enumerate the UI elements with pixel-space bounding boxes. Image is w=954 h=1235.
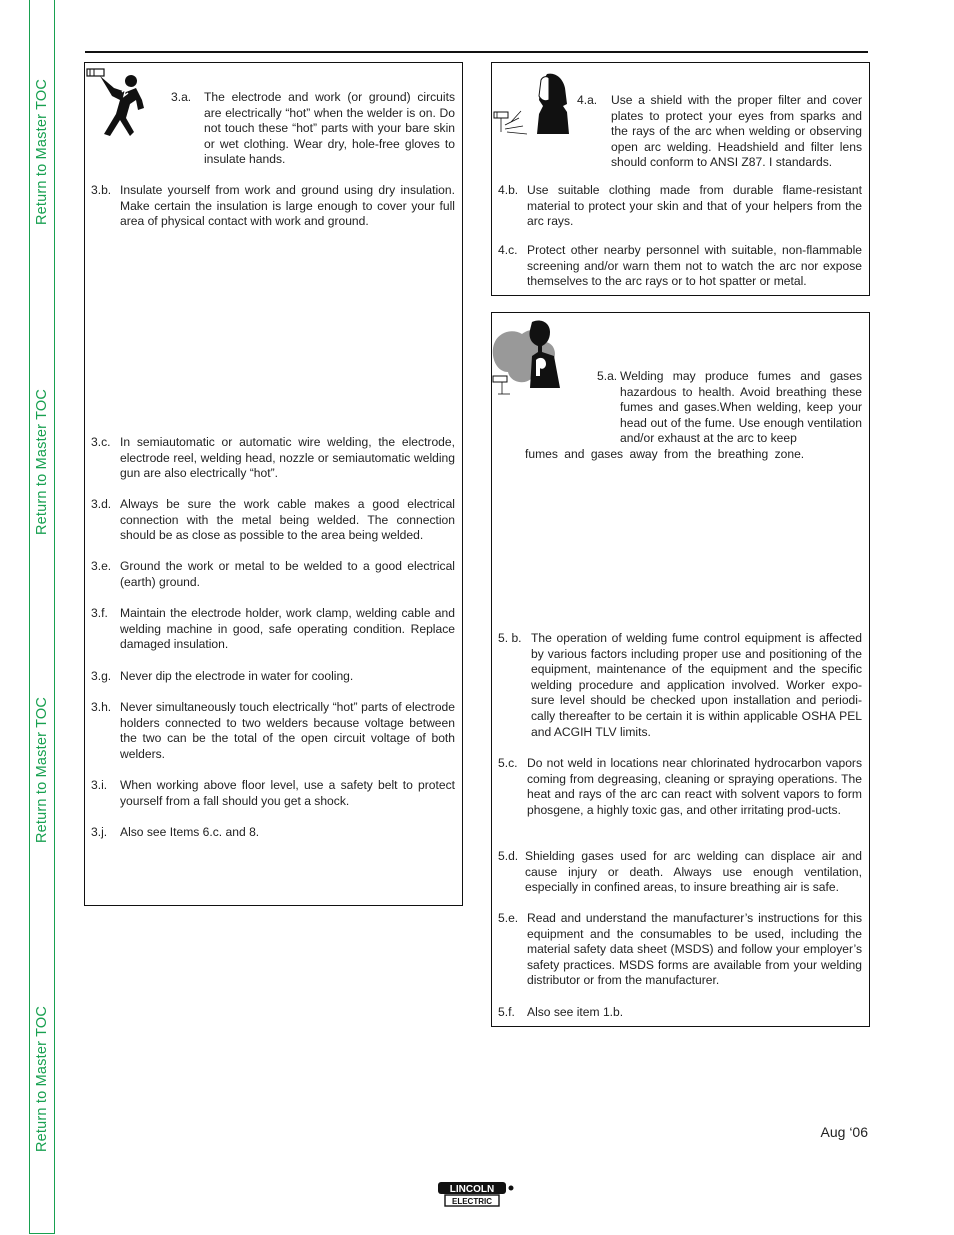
- item-number: 3.h.: [91, 700, 112, 714]
- item-text: Protect other nearby personnel with suitable, non-flammable screening and/or warn them not to watch the arc nor expose themselves to the arc rays or to hot spatter or metal.: [527, 243, 862, 289]
- item-number: 4.a.: [577, 93, 598, 107]
- item-5a: [597, 369, 862, 447]
- item-number: 5.e.: [498, 911, 519, 925]
- item-text: Do not weld in locations near chlorinated hydrocarbon vapors coming from degreasing, cleaning or spraying operations. The heat and rays of the arc can react with solvent vapors to form phosgene, a highly toxic gas, and other irritating prod-ucts.: [527, 756, 862, 817]
- welding-helmet-icon: [493, 70, 575, 138]
- item-4b: [498, 183, 862, 230]
- item-number: 3.c.: [91, 435, 111, 449]
- revision-date: Aug ‘06: [820, 1124, 868, 1140]
- item-text: Read and understand the manufacturer’s instructions for this equipment and the consumables to be used, including the material safety data sheet (MSDS) and follow your employer’s safety practices. MSDS forms are available from your welding distributor or from the manufacturer.: [527, 911, 862, 988]
- item-5d: [498, 849, 862, 896]
- electric-shock-icon: [86, 66, 170, 140]
- return-to-master-toc-link[interactable]: [29, 362, 55, 562]
- toc-link-label: Return to Master TOC: [34, 696, 51, 844]
- item-text: Use suitable clothing made from durable flame-resistant material to protect your skin and that of your helpers from the arc rays.: [527, 183, 862, 229]
- item-5c: [498, 756, 862, 818]
- logo-bottom-text: ELECTRIC: [452, 1197, 492, 1206]
- toc-link-label: Return to Master TOC: [34, 78, 51, 226]
- item-text: Also see Items 6.c. and 8.: [120, 825, 260, 839]
- item-number: 3.g.: [91, 669, 112, 683]
- lincoln-electric-logo: [437, 1180, 517, 1210]
- header-rule: [85, 51, 868, 53]
- item-text: Insulate yourself from work and ground using dry insulation. Make certain the insulation is large enough to cover your full area of physical contact with work and ground.: [120, 183, 455, 229]
- item-number: 3.e.: [91, 559, 112, 573]
- item-number: 4.c.: [498, 243, 518, 257]
- item-number: 3.f.: [91, 606, 108, 620]
- item-number: 5. b.: [498, 631, 522, 645]
- item-3a: [171, 90, 455, 168]
- item-3b: [91, 183, 455, 230]
- item-text: When working above floor level, use a safety belt to protect yourself from a fall should you get a shock.: [120, 778, 455, 808]
- item-5a-continued: [525, 447, 862, 463]
- toc-link-label: Return to Master TOC: [34, 388, 51, 536]
- item-text: Maintain the electrode holder, work clamp, welding cable and welding machine in good, safe operating condition. Replace damaged insulation.: [120, 606, 455, 652]
- item-number: 3.j.: [91, 825, 108, 839]
- item-text: Also see item 1.b.: [527, 1005, 624, 1019]
- item-number: 5.a.: [597, 369, 618, 383]
- item-number: 5.f.: [498, 1005, 515, 1019]
- item-3i: [91, 778, 455, 809]
- item-text: Shielding gases used for arc welding can displace air and cause injury or death. Always use enough ventilation, especially in confined areas, to insure breathing air is safe.: [525, 849, 862, 895]
- item-text: The operation of welding fume control equipment is affected by various factors including proper use and positioning of the equipment, maintenance of the equipment and the specific welding procedure and application involved. Worker expo-sure level should be checked upon installation and periodi-cally thereafter to be certain it is within applicable OSHA PEL and ACGIH TLV limits.: [531, 631, 862, 739]
- item-5e: [498, 911, 862, 989]
- item-text: Never dip the electrode in water for cooling.: [120, 669, 354, 683]
- item-number: 5.d.: [498, 849, 519, 863]
- item-text: Use a shield with the proper filter and cover plates to protect your eyes from sparks and the rays of the arc when welding or observing open arc welding. Headshield and filter lens should conform to ANSI Z87. I standards.: [611, 93, 862, 170]
- item-number: 3.i.: [91, 778, 108, 792]
- item-text: Always be sure the work cable makes a good electrical connection with the metal being welded. The connection should be as close as possible to the area being welded.: [120, 497, 455, 543]
- item-number: 3.d.: [91, 497, 112, 511]
- item-text: Welding may produce fumes and gases hazardous to health. Avoid breathing these fumes and gases.When welding, keep your head out of the fume. Use enough ventilation and/or exhaust at the arc to keep: [620, 369, 862, 446]
- item-text: Ground the work or metal to be welded to a good electrical (earth) ground.: [120, 559, 455, 589]
- item-4a: [577, 93, 862, 171]
- item-5b: [498, 631, 862, 740]
- item-3d: [91, 497, 455, 544]
- item-3f: [91, 606, 455, 653]
- item-3h: [91, 700, 455, 762]
- item-number: 4.b.: [498, 183, 519, 197]
- item-3e: [91, 559, 455, 590]
- item-number: 3.b.: [91, 183, 112, 197]
- item-text: In semiautomatic or automatic wire welding, the electrode, electrode reel, welding head, nozzle or semiautomatic welding gun are also electrically “hot”.: [120, 435, 455, 481]
- item-text: fumes and gases away from the breathing zone.: [525, 447, 805, 461]
- item-3j: [91, 825, 455, 841]
- item-text: The electrode and work (or ground) circuits are electrically “hot” when the welder is on. Do not touch these “hot” parts with your bare skin or wet clothing. Wear dry, hole-free gloves to insulate hands.: [204, 90, 455, 167]
- logo-top-text: LINCOLN: [449, 1184, 495, 1195]
- item-3g: [91, 669, 455, 685]
- return-to-master-toc-link[interactable]: [29, 52, 55, 252]
- item-5f: [498, 1005, 862, 1021]
- item-number: 5.c.: [498, 756, 518, 770]
- toc-link-label: Return to Master TOC: [34, 1005, 51, 1153]
- item-text: Never simultaneously touch electrically “hot” parts of electrode holders connected to two welders because voltage between the two can be the total of the open circuit voltage of both welders.: [120, 700, 455, 761]
- item-4c: [498, 243, 862, 290]
- return-to-master-toc-link[interactable]: [29, 979, 55, 1179]
- fumes-icon: [492, 316, 570, 398]
- item-number: 3.a.: [171, 90, 192, 104]
- item-3c: [91, 435, 455, 482]
- return-to-master-toc-link[interactable]: [29, 670, 55, 870]
